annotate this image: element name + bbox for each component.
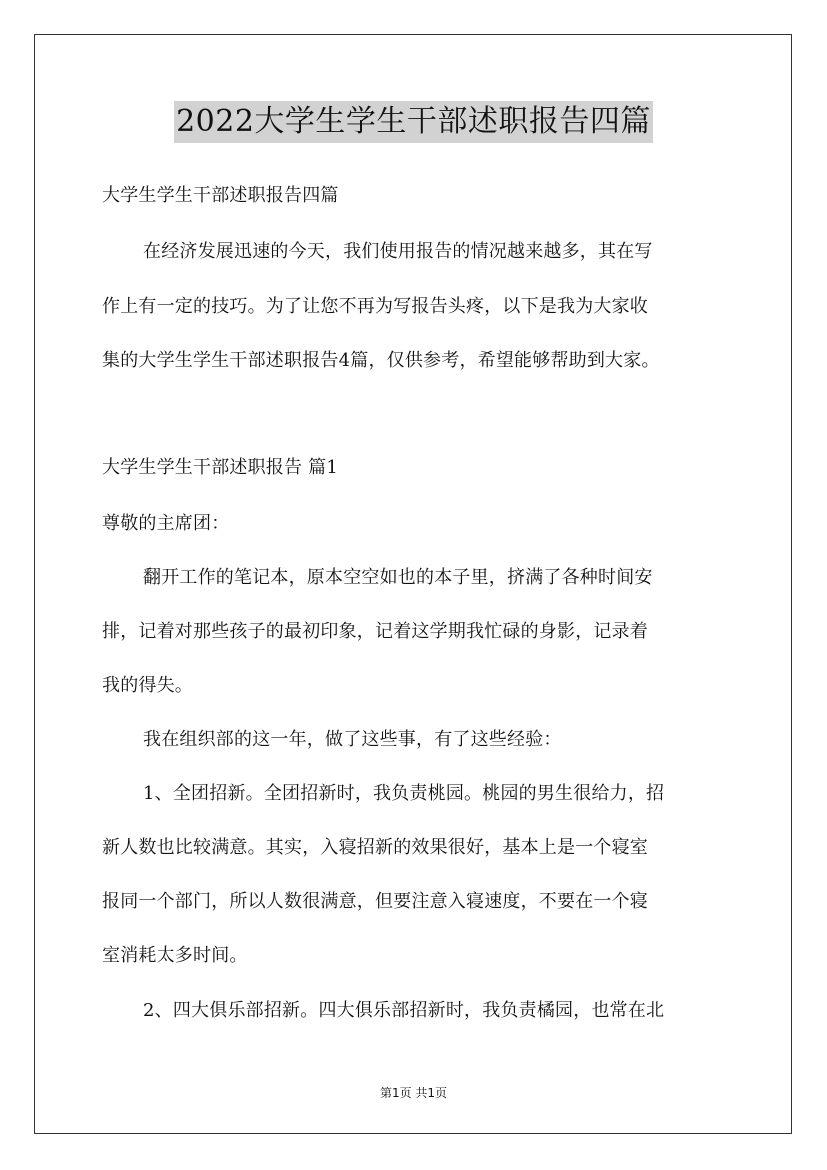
paragraph-line: 在经济发展迅速的今天，我们使用报告的情况越来越多，其在写	[143, 241, 653, 262]
paragraph-line: 1、全团招新。全团招新时，我负责桃园。桃园的男生很给力，招	[143, 783, 665, 804]
paragraph-line: 排，记着对那些孩子的最初印象，记着这学期我忙碌的身影，记录着	[102, 621, 648, 642]
paragraph-line: 我在组织部的这一年，做了这些事，有了这些经验：	[143, 729, 562, 750]
subtitle-line: 大学生学生干部述职报告四篇	[102, 185, 339, 206]
title-container	[0, 101, 827, 143]
section-heading: 大学生学生干部述职报告 篇1	[102, 457, 338, 478]
paragraph-line: 报同一个部门，所以人数很满意，但要注意入寝速度，不要在一个寝	[102, 891, 648, 912]
salutation: 尊敬的主席团：	[102, 513, 230, 534]
paragraph-line: 翻开工作的笔记本，原本空空如也的本子里，挤满了各种时间安	[143, 567, 653, 588]
paragraph-line: 新人数也比较满意。其实，入寝招新的效果很好，基本上是一个寝室	[102, 837, 648, 858]
document-title: 2022大学生学生干部述职报告四篇	[174, 101, 653, 143]
paragraph-line: 我的得失。	[102, 675, 193, 696]
paragraph-line: 室消耗太多时间。	[102, 945, 248, 966]
paragraph-line: 集的大学生学生干部述职报告4篇，仅供参考，希望能够帮助到大家。	[102, 350, 660, 371]
page-footer: 第1页 共1页	[379, 1086, 448, 1100]
paragraph-line: 2、四大俱乐部招新。四大俱乐部招新时，我负责橘园，也常在北	[143, 1000, 665, 1021]
paragraph-line: 作上有一定的技巧。为了让您不再为写报告头疼，以下是我为大家收	[102, 296, 648, 317]
